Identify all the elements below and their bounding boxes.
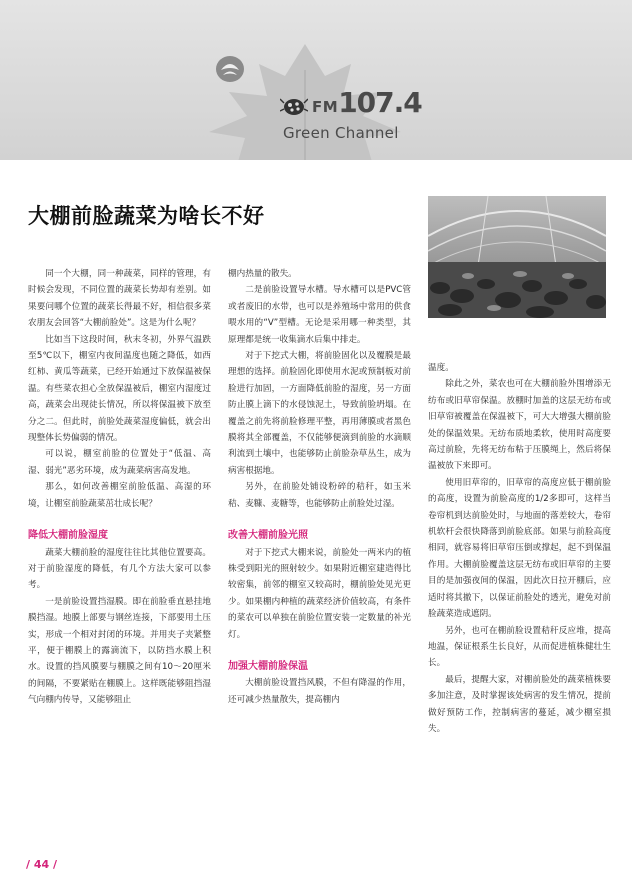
paragraph: 另外，也可在棚前脸设置秸秆反应堆，提高地温，保证根系生长良好，从而促进植株健壮生长。 — [428, 625, 611, 669]
slash-decoration: / — [53, 858, 58, 871]
fm-frequency — [312, 86, 422, 119]
paragraph: 另外，在前脸处铺设粉碎的秸秆，如玉米秸、麦糠、麦糖等，也能够防止前脸处过湿。 — [228, 482, 411, 509]
slash-decoration: / — [26, 858, 31, 871]
page-number: 44 — [33, 858, 50, 871]
paragraph: 一是前脸设置挡湿膜。即在前脸垂直悬挂地膜挡湿。地膜上部要与钢丝连接，下部要用土压实，形成一个相对封闭的环境。并用夹子夹紧整平，便于棚膜上的露滴流下，以防挡水膜上积水。设置的挡风膜要与棚膜之间有10～20厘米的间隔，不要紧贴在棚膜上。这样既能够阻挡湿气向棚内传导，又能够阻止 — [28, 596, 211, 706]
greenhouse-seedlings-photo — [428, 196, 606, 318]
paragraph: 同一个大棚，同一种蔬菜，同样的管理，有时候会发现，不同位置的蔬菜长势却有差别。如果要问哪个位置的蔬菜长得最不好，相信很多菜农朋友会回答“大棚前脸处”。这是为什么呢？ — [28, 269, 211, 329]
paragraph: 温度。 — [428, 363, 454, 373]
channel-banner — [0, 0, 632, 160]
channel-emblem-icon — [214, 54, 246, 84]
section-heading-warmth: 加强大棚前脸保温 — [228, 660, 308, 672]
fm-prefix: FM — [312, 98, 339, 116]
article-column-1 — [28, 266, 211, 709]
paragraph: 大棚前脸设置挡风膜，不但有降湿的作用，还可减少热量散失，提高棚内 — [228, 678, 411, 705]
paragraph: 棚内热量的散失。 — [228, 269, 297, 279]
channel-name: Green Channel — [283, 124, 399, 142]
section-heading-humidity: 降低大棚前脸湿度 — [28, 530, 108, 542]
article-column-2 — [228, 266, 411, 708]
paragraph: 蔬菜大棚前脸的湿度往往比其他位置要高。对于前脸湿度的降低，有几个方法大家可以参考。 — [28, 547, 211, 591]
paragraph: 使用旧草帘的，旧草帘的高度应低于棚前脸的高度，设置为前脸高度的1/2多即可，这样当卷帘机到达前脸处时，与地面的落差较大，卷帘机软杆会很快降落到前脸底部。如果与前脸高度相同，就容易将旧草帘压倒或撑起，起不到保温作用。大棚前脸覆盖这层无纺布或旧草帘的主要目的是加强夜间的保温，因此次日拉开棚后，应适时将其撤下，以保证前脸处的透光，避免对前脸蔬菜造成遮阴。 — [428, 477, 611, 620]
fm-number: 107.4 — [338, 86, 422, 119]
paragraph: 最后，提醒大家，对棚前脸处的蔬菜植株要多加注意，及时掌握该处病害的发生情况，提前做好预防工作，控制病害的蔓延，减少棚室损失。 — [428, 674, 611, 734]
page-footer — [26, 858, 57, 871]
section-heading-light: 改善大棚前脸光照 — [228, 530, 308, 542]
paragraph: 对于下挖式大棚，将前脸固化以及覆膜是最理想的选择。前脸固化即使用水泥或预制板对前脸进行加固，一方面降低前脸的湿度，另一方面防止膜上滴下的水侵蚀泥土，导致前脸坍塌。在覆盖之前先将前脸修理平整，再用薄膜或者黑色膜将其全部覆盖，不仅能够便滴到前脸的水滴顺利流到土壤中，也能够防止前脸杂草丛生，成为病害根据地。 — [228, 351, 411, 476]
article-column-3 — [428, 360, 611, 737]
paragraph: 除此之外，菜农也可在大棚前脸外围增添无纺布或旧草帘保温。放棚时加盖的这层无纺布或旧草帘被覆盖在保温被下，可大大增强大棚前脸处的保温效果。无纺布质地柔软，使用时高度要高过前脸，先将无纺布粘于压膜绳上，然后将保温被放下来即可。 — [428, 379, 611, 472]
paragraph: 对于下挖式大棚来说，前脸处一两米内的植株受到阳光的照射较少。如果附近棚室建造得比较密集，前邻的棚室又较高时，棚前脸处见光更少。如果棚内种植的蔬菜经济价值较高，有条件的菜农可以单独在前脸位置安装一定数量的补光灯。 — [228, 547, 411, 640]
paragraph: 二是前脸设置导水槽。导水槽可以是PVC管或者废旧的水带，也可以是养殖场中常用的供食喂水用的“V”型槽。无论是采用哪一种类型，其原理都是统一收集滴水后集中排走。 — [228, 285, 411, 345]
paragraph: 那么，如何改善棚室前脸低温、高湿的环境，让棚室前脸蔬菜茁壮成长呢？ — [28, 482, 211, 509]
paragraph: 比如当下这段时间，秋末冬初，外界气温跌至5℃以下，棚室内夜间温度也随之降低，如西红柿、黄瓜等蔬菜，已经开始通过下放保温被保温。有些菜农担心全放保温被后，棚室内湿度过高，蔬菜会出现徒长情况，所以将保温被下放至分之二。但此时，前脸处蔬菜湿度偏低，就会出现整体长势偏弱的情况。 — [28, 334, 211, 444]
ladybug-icon — [280, 95, 308, 117]
paragraph: 可以说，棚室前脸的位置处于“低温、高湿、弱光”恶劣环境，成为蔬菜病害高发地。 — [28, 449, 211, 476]
article-title: 大棚前脸蔬菜为啥长不好 — [28, 204, 265, 228]
